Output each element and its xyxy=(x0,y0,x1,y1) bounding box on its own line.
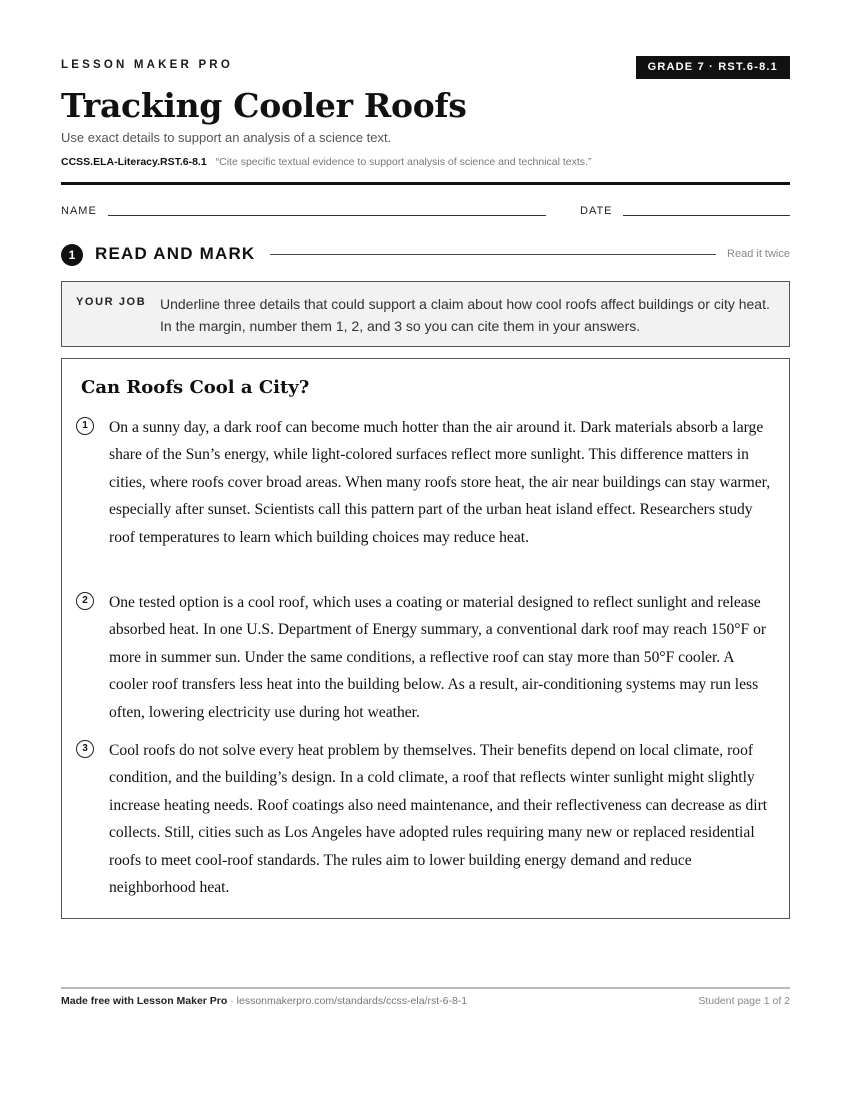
page-title: Tracking Cooler Roofs xyxy=(61,86,467,125)
paragraph-number: 1 xyxy=(76,417,94,435)
standard-line xyxy=(61,156,591,168)
your-job-text: Underline three details that could support a claim about how cool roofs affect buildings or city heat. In the margin, number them 1, 2, and 3 so you can cite them in your answers. xyxy=(160,296,770,334)
your-job-box xyxy=(61,281,790,347)
standard-code: CCSS.ELA-Literacy.RST.6-8.1 xyxy=(61,156,207,168)
header-divider xyxy=(61,182,790,185)
grade-badge: GRADE 7 · RST.6-8.1 xyxy=(636,56,790,79)
reading-passage xyxy=(61,358,790,919)
section-header xyxy=(61,242,790,266)
paragraph-number: 3 xyxy=(76,740,94,758)
passage-title: Can Roofs Cool a City? xyxy=(81,377,310,398)
name-field[interactable] xyxy=(108,215,546,216)
paragraph-text: Cool roofs do not solve every heat problem by themselves. Their benefits depend on local climate, roof condition, and the building’s design. In a cold climate, a roof that reflects winter sunlight might slightly increase heating needs. Roof coatings also need maintenance, and their reflectiveness can decrease as dirt collects. Still, cities such as Los Angeles have adopted rules requiring many new or replaced residential roofs to meet cool-roof standards. The rules aim to lower building energy demand and reduce neighborhood heat. xyxy=(109,742,768,897)
footer-credit xyxy=(61,995,467,1007)
paragraph-text: One tested option is a cool roof, which uses a coating or material designed to reflect sunlight and release absorbed heat. In one U.S. Department of Energy summary, a conventional dark roof may reach 150°F or more in summer sun. Under the same conditions, a reflective roof can stay more than 50°F cooler. A cooler roof transfers less heat into the building below. As a result, air-conditioning systems may run less often, lowering electricity use during hot weather. xyxy=(109,594,767,721)
footer-link[interactable]: · lessonmakerpro.com/standards/ccss-ela/rst-6-8-1 xyxy=(230,995,468,1007)
name-date-row xyxy=(61,204,790,220)
footer-page-number: Student page 1 of 2 xyxy=(698,995,790,1007)
section-note: Read it twice xyxy=(727,248,790,260)
header-bar xyxy=(61,56,790,80)
footer-divider xyxy=(61,987,790,989)
footer-made-with: Made free with Lesson Maker Pro xyxy=(61,995,228,1007)
section-title: READ AND MARK xyxy=(95,244,256,263)
page-subtitle: Use exact details to support an analysis of a science text. xyxy=(61,130,392,145)
paragraph-text: On a sunny day, a dark roof can become much hotter than the air around it. Dark materials absorb a large share of the Sun’s energy, while light-colored surfaces reflect more sunlight. This difference matters in cities, where roofs cover broad areas. When many roofs store heat, the air near buildings can stay warmer, especially after sunset. Scientists call this pattern part of the urban heat island effect. Researchers study roof temperatures to learn which building choices may reduce heat. xyxy=(109,419,771,546)
name-label: NAME xyxy=(61,205,97,217)
step-number-badge: 1 xyxy=(61,244,83,266)
date-field[interactable] xyxy=(623,215,790,216)
standard-quote: “Cite specific textual evidence to support analysis of science and technical texts.” xyxy=(215,156,592,168)
your-job-label: YOUR JOB xyxy=(76,296,147,308)
brand-name: LESSON MAKER PRO xyxy=(61,59,233,71)
date-label: DATE xyxy=(580,205,613,217)
section-divider xyxy=(270,254,716,255)
paragraph-number: 2 xyxy=(76,592,94,610)
